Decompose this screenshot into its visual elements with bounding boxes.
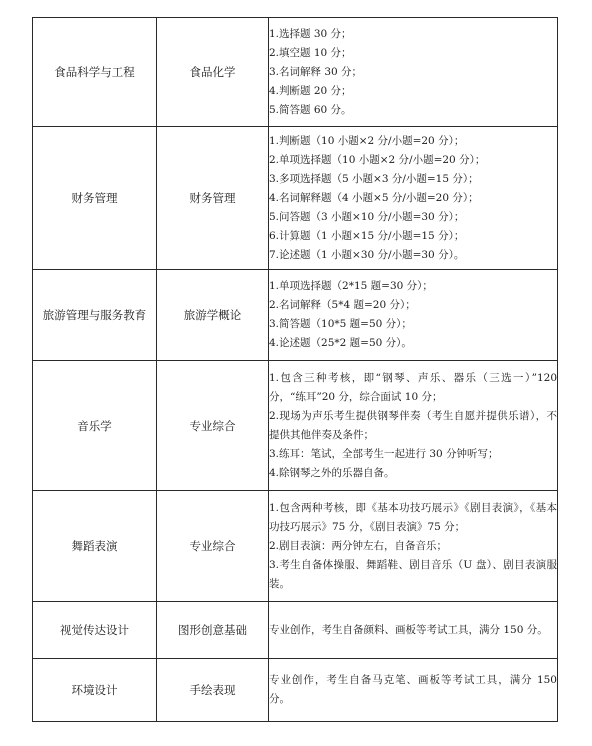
- requirement-line: 1.包含两种考核，即《基本功技巧展示》《剧目表演》，《基本功技巧展示》75 分，《剧目表演》75 分；: [269, 501, 557, 533]
- requirement-line: 1.包含三种考核，即“钢琴、声乐、器乐（三选一）”120 分，“练耳”20 分，综合面试 10 分；: [269, 371, 557, 403]
- requirement-line: 1.单项选择题（2*15 题=30 分）；: [269, 280, 433, 292]
- course-name: 专业综合: [157, 491, 269, 602]
- requirement-line: 3.考生自备体操服、舞蹈鞋、剧目音乐（U 盘）、剧目表演服装。: [269, 558, 557, 590]
- requirement-line: 7.论述题（1 小题×30 分/小题=30 分）。: [269, 248, 465, 261]
- table-row: [33, 602, 558, 659]
- exam-requirements: [269, 127, 558, 270]
- requirement-line: 2.单项选择题（10 小题×2 分/小题=20 分）；: [269, 153, 486, 166]
- major-name: 舞蹈表演: [33, 491, 157, 602]
- requirement-line: 4.判断题 20 分；: [269, 84, 352, 97]
- table-row: [33, 127, 558, 270]
- requirement-line: 6.计算题（1 小题×15 分/小题=15 分）；: [269, 229, 465, 242]
- requirement-line: 4.论述题（25*2 题=50 分）。: [269, 337, 412, 349]
- major-name: 视觉传达设计: [33, 602, 157, 659]
- table-row: [33, 18, 558, 127]
- requirement-line: 1.判断题（10 小题×2 分/小题=20 分）；: [269, 134, 465, 147]
- course-name: 财务管理: [157, 127, 269, 270]
- exam-requirements: [269, 18, 558, 127]
- table-row: [33, 361, 558, 491]
- requirement-line: 2.现场为声乐考生提供钢琴伴奏（考生自愿并提供乐谱），不提供其他伴奏及条件；: [269, 409, 557, 441]
- requirement-line: 4.除钢琴之外的乐器自备。: [269, 466, 395, 479]
- exam-requirements: [269, 491, 558, 602]
- table-body: [33, 18, 558, 722]
- requirement-line: 3.练耳：笔试，全部考生一起进行 30 分钟听写；: [269, 447, 499, 460]
- requirement-line: 专业创作，考生自备马克笔、画板等考试工具，满分 150 分。: [269, 674, 557, 705]
- course-name: 手绘表现: [157, 659, 269, 722]
- requirement-line: 3.多项选择题（5 小题×3 分/小题=15 分）；: [269, 172, 479, 185]
- requirement-line: 2.填空题 10 分；: [269, 46, 352, 59]
- requirement-line: 3.名词解释 30 分；: [269, 65, 363, 78]
- requirement-line: 专业创作，考生自备颜料、画板等考试工具，满分 150 分。: [269, 623, 548, 636]
- exam-requirements: [269, 602, 558, 659]
- course-name: 食品化学: [157, 18, 269, 127]
- exam-requirements: [269, 659, 558, 722]
- requirement-line: 5.问答题（3 小题×10 分/小题=30 分）；: [269, 210, 465, 223]
- course-name: 旅游学概论: [157, 270, 269, 361]
- major-name: 环境设计: [33, 659, 157, 722]
- requirement-line: 4.名词解释题（4 小题×5 分/小题=20 分）；: [269, 191, 479, 204]
- requirement-line: 3.简答题（10*5 题=50 分）；: [269, 318, 412, 330]
- exam-requirements: [269, 361, 558, 491]
- exam-content-table: [32, 17, 558, 722]
- table-row: [33, 659, 558, 722]
- major-name: 音乐学: [33, 361, 157, 491]
- course-name: 专业综合: [157, 361, 269, 491]
- major-name: 旅游管理与服务教育: [33, 270, 157, 361]
- course-name: 图形创意基础: [157, 602, 269, 659]
- major-name: 食品科学与工程: [33, 18, 157, 127]
- major-name: 财务管理: [33, 127, 157, 270]
- table-row: [33, 270, 558, 361]
- requirement-line: 2.名词解释（5*4 题=20 分）；: [269, 299, 416, 311]
- requirement-line: 2.剧目表演：两分钟左右，自备音乐；: [269, 539, 448, 552]
- exam-requirements: [269, 270, 558, 361]
- table-row: [33, 491, 558, 602]
- requirement-line: 1.选择题 30 分；: [269, 27, 352, 40]
- requirement-line: 5.简答题 60 分。: [269, 103, 352, 116]
